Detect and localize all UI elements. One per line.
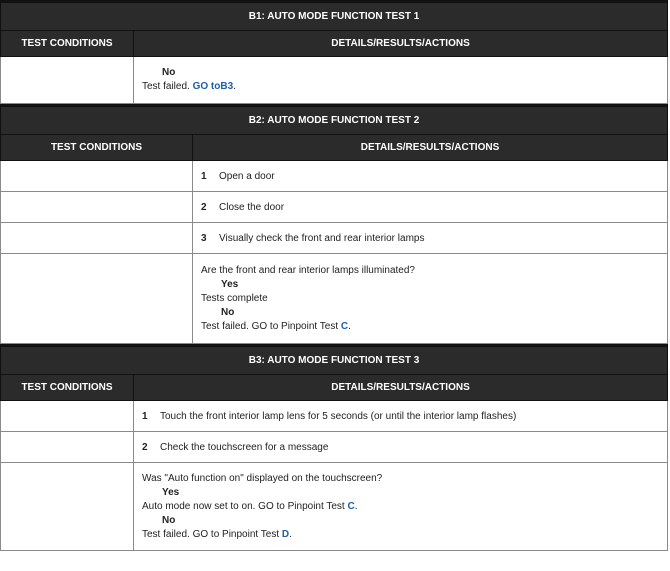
b2-yes-result: Tests complete <box>201 292 268 304</box>
b3-col-details: DETAILS/RESULTS/ACTIONS <box>134 375 668 401</box>
b3-answer-no: No <box>162 514 176 526</box>
b2-step1 <box>193 161 668 192</box>
b3-col-conditions: TEST CONDITIONS <box>1 375 134 401</box>
b2-no-result-text: Test failed. GO to Pinpoint Test <box>201 320 341 332</box>
b1-answer-no: No <box>162 67 176 78</box>
b3-no-result-text: Test failed. GO to Pinpoint Test <box>142 528 282 540</box>
b3-question: Was "Auto function on" displayed on the touchscreen? <box>142 472 383 484</box>
b3-answer-yes: Yes <box>162 486 180 498</box>
b1-result-end: . <box>233 81 236 92</box>
step-number: 3 <box>201 232 207 244</box>
step-number: 1 <box>142 410 148 422</box>
b2-col-conditions: TEST CONDITIONS <box>1 135 193 161</box>
b1-result <box>142 80 667 94</box>
b2-question: Are the front and rear interior lamps illuminated? <box>201 264 415 276</box>
pinpoint-test-d-link[interactable]: D <box>281 528 290 540</box>
b2-title: B2: AUTO MODE FUNCTION TEST 2 <box>1 106 668 135</box>
b3-step1 <box>134 401 668 432</box>
b1-details-cell <box>134 57 668 104</box>
b3-step1-conditions <box>1 401 134 432</box>
b3-yes-result <box>142 500 667 514</box>
b2-step3-conditions <box>1 223 193 254</box>
b1-col-details: DETAILS/RESULTS/ACTIONS <box>134 31 668 57</box>
b2-no-result-end: . <box>348 320 351 332</box>
b2-table <box>0 104 668 344</box>
b1-title: B1: AUTO MODE FUNCTION TEST 1 <box>1 2 668 31</box>
b1-conditions-cell <box>1 57 134 104</box>
b2-answer-no: No <box>221 306 235 318</box>
go-to-b3-link[interactable]: GO toB3 <box>192 81 234 92</box>
pinpoint-test-c-link[interactable]: C <box>347 500 355 512</box>
b3-step2 <box>134 432 668 463</box>
b1-col-conditions: TEST CONDITIONS <box>1 31 134 57</box>
b2-step2-conditions <box>1 192 193 223</box>
step-text: Close the door <box>219 201 285 213</box>
b3-table <box>0 344 668 551</box>
b3-question-cell <box>134 463 668 551</box>
step-number: 2 <box>201 201 207 213</box>
b3-no-result-end: . <box>289 528 292 540</box>
b3-yes-result-text: Auto mode now set to on. GO to Pinpoint Test <box>142 500 348 512</box>
pinpoint-test-c-link[interactable]: C <box>340 320 349 332</box>
step-text: Visually check the front and rear interior lamps <box>219 232 425 244</box>
b2-step2 <box>193 192 668 223</box>
b2-step3 <box>193 223 668 254</box>
b1-table <box>0 0 668 104</box>
step-text: Check the touchscreen for a message <box>160 441 329 453</box>
b2-answer-yes: Yes <box>221 278 239 290</box>
b2-no-result <box>201 320 667 334</box>
b2-step1-conditions <box>1 161 193 192</box>
b1-result-text: Test failed. <box>142 81 193 92</box>
b3-step2-conditions <box>1 432 134 463</box>
b3-no-result <box>142 528 667 542</box>
step-text: Touch the front interior lamp lens for 5 seconds (or until the interior lamp flashes) <box>160 410 517 422</box>
step-text: Open a door <box>219 170 275 182</box>
b3-question-conditions <box>1 463 134 551</box>
step-number: 2 <box>142 441 148 453</box>
b2-question-cell <box>193 254 668 344</box>
b2-col-details: DETAILS/RESULTS/ACTIONS <box>193 135 668 161</box>
b2-question-conditions <box>1 254 193 344</box>
b3-yes-result-end: . <box>354 500 358 512</box>
b3-title: B3: AUTO MODE FUNCTION TEST 3 <box>1 346 668 375</box>
step-number: 1 <box>201 170 207 182</box>
